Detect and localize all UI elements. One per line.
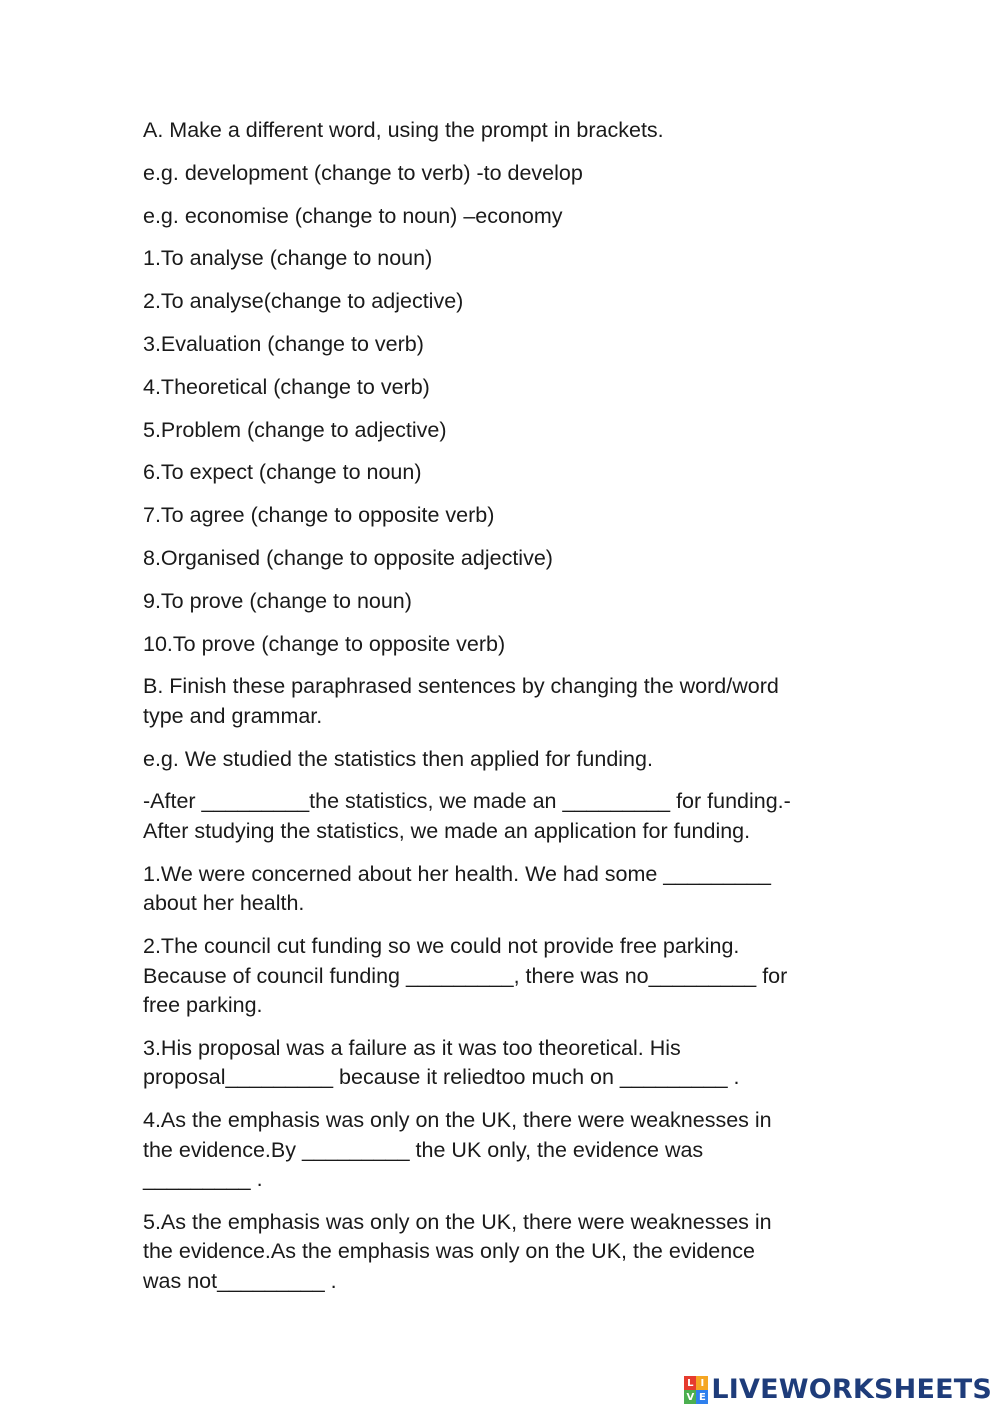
logo-letter: I (696, 1376, 708, 1390)
question-a7: 7.To agree (change to opposite verb) (143, 503, 495, 528)
question-a8: 8.Organised (change to opposite adjective) (143, 545, 553, 570)
question-a10: 10.To prove (change to opposite verb) (143, 631, 506, 656)
logo-letter: V (684, 1390, 696, 1404)
logo-letter: E (696, 1390, 708, 1404)
logo-letter: L (684, 1376, 696, 1390)
example-line: e.g. economise (change to noun) –economy (143, 203, 563, 228)
question-a6: 6.To expect (change to noun) (143, 460, 422, 485)
section-a-instruction: A. Make a different word, using the prompt in brackets. (143, 118, 664, 142)
section-b-instruction: B. Finish these paraphrased sentences by changing the word/word type and grammar. (143, 674, 779, 728)
question-a4: 4.Theoretical (change to verb) (143, 374, 430, 399)
question-b4: 4.As the emphasis was only on the UK, there were weaknesses in the evidence.By _________ the UK only, the evidence was _________ . (143, 1108, 772, 1192)
brand-wordmark: LIVEWORKSHEETS (711, 1374, 992, 1405)
worksheet-body (143, 116, 863, 1310)
question-b2: 2.The council cut funding so we could not provide free parking. Because of council funding _________, there was no_________ for free parking. (143, 934, 788, 1018)
example-line: e.g. development (change to verb) -to develop (143, 160, 583, 185)
question-a1: 1.To analyse (change to noun) (143, 246, 433, 271)
question-a5: 5.Problem (change to adjective) (143, 417, 447, 442)
question-a9: 9.To prove (change to noun) (143, 588, 412, 613)
question-b5: 5.As the emphasis was only on the UK, there were weaknesses in the evidence.As the emphasis was only on the UK, the evidence was not_________ . (143, 1209, 772, 1293)
question-a3: 3.Evaluation (change to verb) (143, 331, 424, 356)
liveworksheets-logo-icon (684, 1376, 708, 1404)
example-answer: -After _________the statistics, we made an _________ for funding.- After studying the statistics, we made an application for funding. (143, 789, 791, 843)
question-b1: 1.We were concerned about her health. We had some _________ about her health. (143, 861, 771, 916)
liveworksheets-brand (684, 1375, 992, 1405)
example-line: e.g. We studied the statistics then applied for funding. (143, 746, 653, 771)
question-a2: 2.To analyse(change to adjective) (143, 289, 464, 314)
question-b3: 3.His proposal was a failure as it was too theoretical. His proposal_________ because it reliedtoo much on _________ . (143, 1035, 740, 1090)
